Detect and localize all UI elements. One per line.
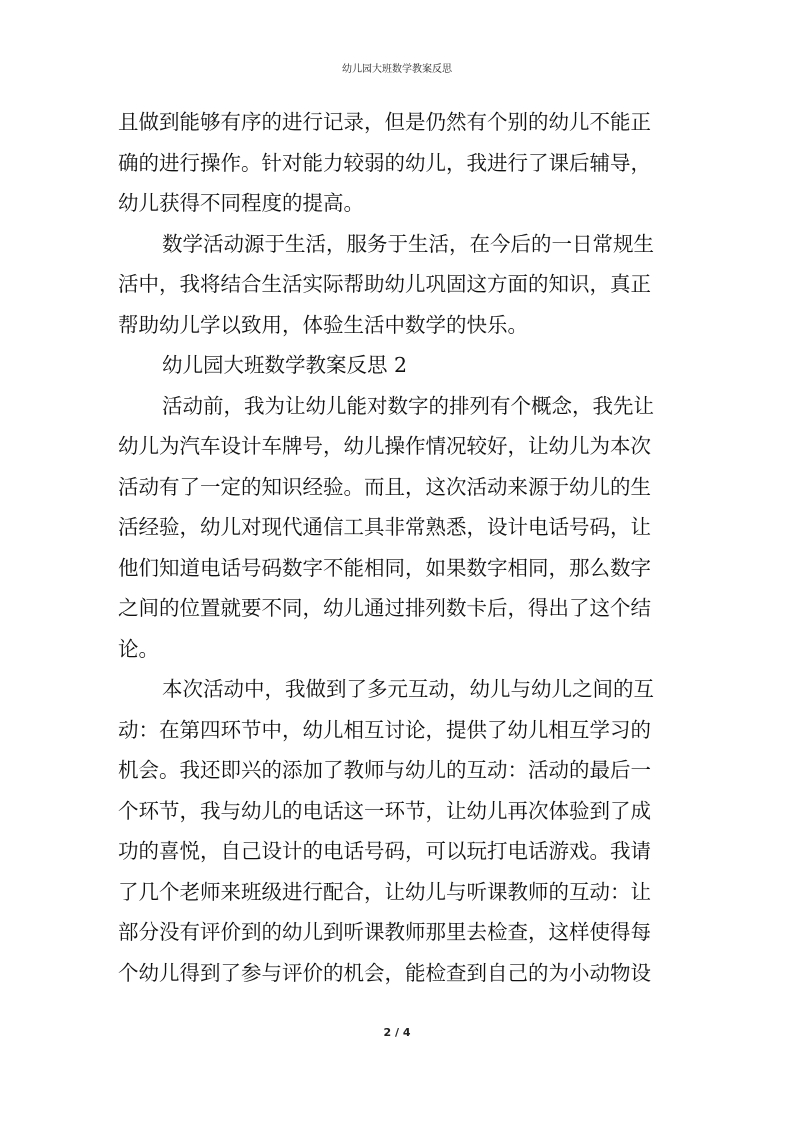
paragraph-start-line: 数学活动源于生活，服务于生活，在今后的一日常规生 (162, 231, 654, 256)
text-line: 论。 (118, 636, 159, 661)
text-line: 个环节，我与幼儿的电话这一环节，让幼儿再次体验到了成 (118, 798, 651, 823)
text-line: 确的进行操作。针对能力较弱的幼儿，我进行了课后辅导， (118, 150, 651, 175)
text-line: 机会。我还即兴的添加了教师与幼儿的互动：活动的最后一 (118, 758, 651, 782)
text-line: 之间的位置就要不同，幼儿通过排列数卡后，得出了这个结 (118, 596, 651, 620)
section-heading: 幼儿园大班数学教案反思 2 (162, 353, 408, 377)
page-number: 2 / 4 (383, 1026, 411, 1039)
text-line: 且做到能够有序的进行记录，但是仍然有个别的幼儿不能正 (118, 110, 651, 134)
text-line: 个幼儿得到了参与评价的机会，能检查到自己的为小动物设 (118, 960, 651, 985)
text-line: 帮助幼儿学以致用，体验生活中数学的快乐。 (118, 312, 528, 337)
paragraph-start-line: 活动前，我为让幼儿能对数字的排列有个概念，我先让 (162, 393, 654, 418)
document-body (118, 102, 694, 993)
text-line: 动：在第四环节中，幼儿相互讨论，提供了幼儿相互学习的 (118, 717, 651, 742)
text-line: 活中，我将结合生活实际帮助幼儿巩固这方面的知识，真正 (118, 272, 651, 296)
text-line: 部分没有评价到的幼儿到听课教师那里去检查，这样使得每 (118, 920, 651, 944)
text-line: 幼儿获得不同程度的提高。 (118, 191, 364, 215)
paragraph-start-line: 本次活动中，我做到了多元互动，幼儿与幼儿之间的互 (162, 677, 654, 701)
text-line: 了几个老师来班级进行配合，让幼儿与听课教师的互动：让 (118, 879, 651, 904)
text-line: 幼儿为汽车设计车牌号，幼儿操作情况较好，让幼儿为本次 (118, 434, 651, 458)
text-line: 活经验，幼儿对现代通信工具非常熟悉，设计电话号码，让 (118, 515, 651, 539)
text-line: 功的喜悦，自己设计的电话号码，可以玩打电话游戏。我请 (118, 839, 651, 863)
text-line: 他们知道电话号码数字不能相同，如果数字相同，那么数字 (118, 555, 651, 580)
page-header-title: 幼儿园大班数学教案反思 (342, 64, 452, 75)
text-line: 活动有了一定的知识经验。而且，这次活动来源于幼儿的生 (118, 474, 651, 499)
